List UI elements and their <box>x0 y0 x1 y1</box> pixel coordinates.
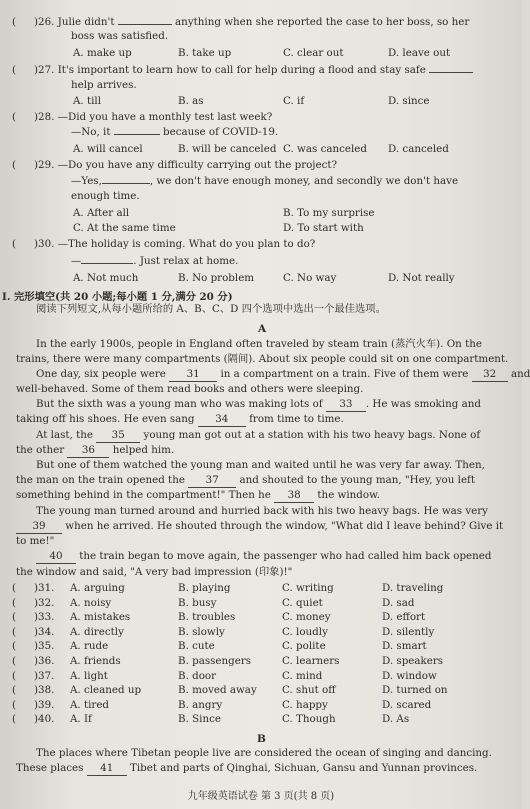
passage-label-a: A <box>258 323 267 335</box>
answer-paren: ( <box>12 582 17 594</box>
question-text: enough time. <box>71 190 140 202</box>
cloze-number: )36. <box>34 655 55 667</box>
option: B. as <box>178 95 204 107</box>
cloze-option-b: B. door <box>178 669 217 682</box>
passage-line: In the early 1900s, people in England often traveled by steam train (蒸汽火车). On the <box>36 338 482 350</box>
cloze-option-c: C. money <box>282 611 331 624</box>
option: C. No way <box>283 272 337 284</box>
passage-line: the other 36 helped him. <box>16 444 175 456</box>
option: C. clear out <box>283 47 344 59</box>
answer-paren: ( <box>12 111 17 123</box>
cloze-number: )34. <box>34 625 55 638</box>
cloze-number: )31. <box>34 582 55 594</box>
passage-line: trains, there were many compartments (隔间). About six people could sit on one compartment. <box>16 353 509 365</box>
question-28: )28. —Did you have a monthly test last week? <box>34 111 273 123</box>
cloze-option-a: A. tired <box>70 698 110 711</box>
cloze-option-b: B. moved away <box>178 684 257 697</box>
question-30: )30. —The holiday is coming. What do you plan to do? <box>34 238 316 250</box>
answer-paren: ( <box>12 64 17 76</box>
passage-line: the window and said, "A very bad impression (印象)!" <box>16 566 293 578</box>
option: B. To my surprise <box>283 207 375 219</box>
cloze-option-c: C. polite <box>282 640 326 653</box>
cloze-number: )35. <box>34 640 55 653</box>
answer-paren: ( <box>12 698 17 711</box>
cloze-option-a: A. light <box>70 669 108 682</box>
cloze-option-b: B. slowly <box>178 625 225 638</box>
cloze-option-a: A. mistakes <box>70 611 131 624</box>
cloze-option-d: D. window <box>382 669 437 682</box>
cloze-number: )32. <box>34 596 55 609</box>
question-26: )26. Julie didn't anything when she reported the case to her boss, so her <box>34 16 470 28</box>
cloze-option-b: B. playing <box>178 582 231 594</box>
passage-line: The young man turned around and hurried back with his two heavy bags. He was very <box>36 505 488 517</box>
answer-paren: ( <box>12 159 17 171</box>
passage-line: to me!" <box>16 535 55 547</box>
passage-line: taking off his shoes. He even sang 34 from time to time. <box>16 413 344 425</box>
passage-label-b: B <box>257 733 266 745</box>
cloze-option-c: C. quiet <box>282 596 323 609</box>
cloze-option-a: A. arguing <box>70 582 125 594</box>
cloze-option-c: C. Though <box>282 713 336 726</box>
option: D. canceled <box>388 143 449 155</box>
cloze-option-b: B. passengers <box>178 655 252 667</box>
cloze-option-d: D. scared <box>382 698 432 711</box>
question-29: )29. —Do you have any difficulty carrying out the project? <box>34 159 338 171</box>
answer-paren: ( <box>12 16 17 28</box>
option: A. till <box>73 95 101 107</box>
cloze-option-b: B. angry <box>178 698 223 711</box>
cloze-option-c: C. shut off <box>282 684 336 697</box>
passage-line: well-behaved. Some of them read books and others were sleeping. <box>16 383 364 395</box>
option: C. if <box>283 95 305 107</box>
passage-line: 39 when he arrived. He shouted through the window, "What did I leave behind? Give it <box>16 520 503 534</box>
cloze-option-a: A. friends <box>70 655 121 667</box>
question-text: help arrives. <box>71 79 137 91</box>
question-text: —Yes, , we don't have enough money, and secondly we don't have <box>71 175 459 187</box>
cloze-option-b: B. cute <box>178 640 215 653</box>
cloze-option-b: B. troubles <box>178 611 236 624</box>
passage-line: These places 41 Tibet and parts of Qinghai, Sichuan, Gansu and Yunnan provinces. <box>16 762 478 774</box>
cloze-option-c: C. happy <box>282 698 328 711</box>
cloze-number: )38. <box>34 684 55 697</box>
option: D. Not really <box>388 272 455 284</box>
passage-line: something behind in the compartment!" Then he 38 the window. <box>16 489 380 501</box>
option: B. will be canceled <box>178 143 277 155</box>
answer-paren: ( <box>12 611 17 624</box>
question-text: —No, it because of COVID-19. <box>71 126 279 138</box>
passage-line: the man on the train opened the 37 and shouted to the young man, "Hey, you left <box>16 474 475 486</box>
cloze-option-a: A. directly <box>70 625 124 638</box>
cloze-number: )39. <box>34 698 55 711</box>
section-instruction: 阅读下列短文,从每小题所给的 A、B、C、D 四个选项中选出一个最佳选项。 <box>36 303 386 315</box>
cloze-option-d: D. effort <box>382 611 426 624</box>
cloze-option-b: B. busy <box>178 596 217 609</box>
passage-line: But the sixth was a young man who was making lots of 33 . He was smoking and <box>36 398 481 410</box>
cloze-option-d: D. sad <box>382 596 415 609</box>
option: A. After all <box>73 207 130 219</box>
question-text: — . Just relax at home. <box>71 255 239 267</box>
cloze-option-c: C. mind <box>282 669 323 682</box>
section-heading: Ⅰ. 完形填空(共 20 小题;每小题 1 分,满分 20 分) <box>2 291 233 303</box>
question-27: )27. It's important to learn how to call for help during a flood and stay safe <box>34 64 473 77</box>
cloze-option-d: D. smart <box>382 640 427 653</box>
page-footer: 九年级英语试卷 第 3 页(共 8 页) <box>187 791 335 802</box>
passage-line: The places where Tibetan people live are considered the ocean of singing and dancing. <box>36 747 492 759</box>
cloze-option-a: A. noisy <box>70 596 112 609</box>
answer-paren: ( <box>12 713 17 726</box>
passage-line: One day, six people were 31 in a compartment on a train. Five of them were 32 and <box>36 368 530 380</box>
cloze-option-a: A. If <box>70 713 92 726</box>
cloze-option-d: D. turned on <box>382 684 448 697</box>
cloze-option-d: D. traveling <box>382 582 444 594</box>
answer-paren: ( <box>12 669 17 682</box>
option: C. was canceled <box>283 143 367 155</box>
option: A. make up <box>73 47 132 59</box>
question-text: boss was satisfied. <box>71 30 169 42</box>
cloze-option-c: C. writing <box>282 582 334 594</box>
cloze-option-d: D. silently <box>382 625 435 638</box>
cloze-option-c: C. loudly <box>282 625 328 638</box>
cloze-number: )40. <box>34 713 55 726</box>
option: A. will cancel <box>73 143 143 155</box>
option: B. No problem <box>178 272 255 284</box>
cloze-option-a: A. cleaned up <box>70 684 142 697</box>
option: D. To start with <box>283 222 364 234</box>
option: B. take up <box>178 47 232 59</box>
answer-paren: ( <box>12 684 17 697</box>
answer-paren: ( <box>12 625 17 638</box>
cloze-option-b: B. Since <box>178 713 221 726</box>
cloze-number: )33. <box>34 611 55 624</box>
answer-paren: ( <box>12 640 17 653</box>
cloze-option-d: D. speakers <box>382 655 444 667</box>
option: A. Not much <box>73 272 139 284</box>
cloze-option-a: A. rude <box>70 640 109 653</box>
answer-paren: ( <box>12 596 17 609</box>
cloze-option-d: D. As <box>382 713 410 726</box>
passage-line: But one of them watched the young man and waited until he was very far away. Then, <box>36 459 485 471</box>
cloze-number: )37. <box>34 669 55 682</box>
cloze-option-c: C. learners <box>282 655 340 667</box>
answer-paren: ( <box>12 655 17 667</box>
passage-line: 40 the train began to move again, the passenger who had called him back opened <box>36 550 491 564</box>
option: C. At the same time <box>73 222 176 234</box>
option: D. leave out <box>388 47 451 59</box>
passage-line: At last, the 35 young man got out at a station with his two heavy bags. None of <box>36 429 481 441</box>
answer-paren: ( <box>12 238 17 250</box>
option: D. since <box>388 95 430 107</box>
